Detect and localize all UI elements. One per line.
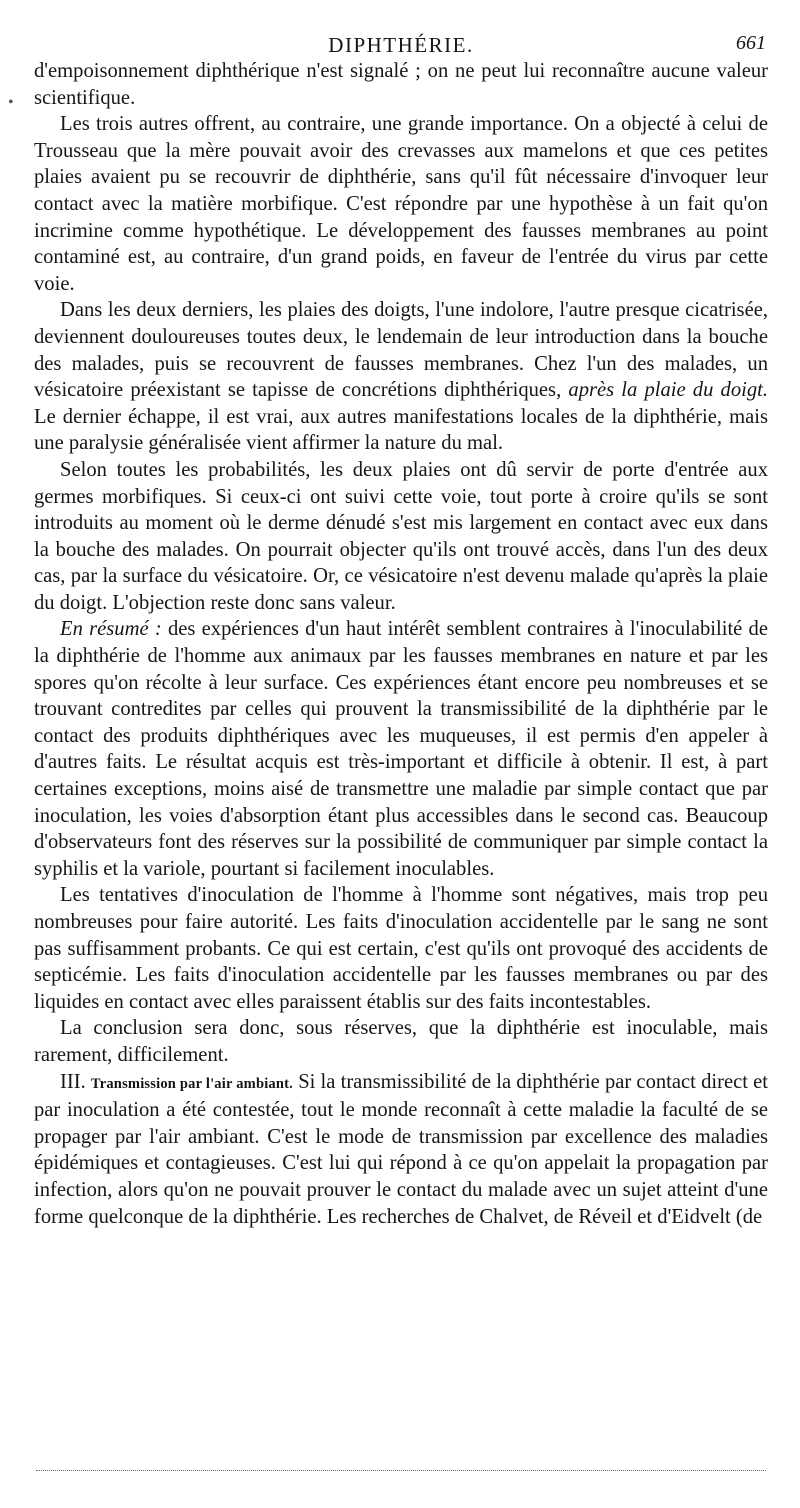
paragraph-7: La conclusion sera donc, sous réserves, que la diphthérie est inoculable, mais rarement, difficilement. xyxy=(34,1017,768,1066)
paragraph-3-emphasis: après la plaie du doigt. xyxy=(568,379,769,402)
section-number: III. xyxy=(60,1070,86,1093)
page-number: 661 xyxy=(736,32,766,54)
running-head xyxy=(34,0,768,58)
summary-lead-in: En résumé : xyxy=(60,618,162,641)
paragraph-3-text-b: Le dernier échappe, il est vrai, aux autres manifestations locales de la diphthérie, mais une paralysie généralisée vient affirmer la nature du mal. xyxy=(34,405,768,455)
paragraph-4: Selon toutes les probabilités, les deux plaies ont dû servir de porte d'entrée aux germes morbifiques. Si ceux-ci ont suivi cette voie, tout porte à croire qu'ils se sont introduits au moment où le derme dénudé s'est mis largement en contact avec eux dans la bouche des malades. On pourrait objecter qu'ils ont trouvé accès, dans l'un des deux cas, par la surface du vésicatoire. Or, ce vésicatoire n'est devenu malade qu'après la plaie du doigt. L'objection reste donc sans valeur. xyxy=(34,458,768,614)
margin-mark: • xyxy=(8,94,14,111)
running-title: DIPHTHÉRIE. xyxy=(328,33,474,57)
paragraph-3 xyxy=(34,297,768,457)
paragraph-8-text: Si la transmissibilité de la diphthérie par contact direct et par inoculation a été contestée, tout le monde reconnaît à cette maladie la faculté de se propager par l'air ambiant. C'est le mode de transmission par excellence des maladies épidémiques et contagieuses. C'est lui qui répond à ce qu'on appelait la propagation par infection, alors qu'on ne pouvait prouver le contact du malade avec un sujet atteint d'une forme quelconque de la diphthérie. Les recherches de Chalvet, de Réveil et d'Eidvelt (de xyxy=(34,1070,768,1228)
book-page xyxy=(8,0,769,1508)
paragraph-1: d'empoisonnement diphthérique n'est signalé ; on ne peut lui reconnaître aucune valeur scientifique. xyxy=(34,60,768,109)
paragraph-3-text-a: Dans les deux derniers, les plaies des doigts, l'une indolore, l'autre presque cicatrisée, deviennent douloureuses toutes deux, le lendemain de leur introduction dans la bouche des malades, puis se recouvrent de fausses membranes. Chez l'un des malades, un vésicatoire préexistant se tapisse de concrétions diphthériques, xyxy=(34,299,768,402)
paragraph-6: Les tentatives d'inoculation de l'homme à l'homme sont négatives, mais trop peu nombreuses pour faire autorité. Les faits d'inoculation accidentelle par le sang ne sont pas suffisamment probants. Ce qui est certain, c'est qu'ils ont provoqué des accidents de septicémie. Les faits d'inoculation accidentelle par les fausses membranes ou par des liquides en contact avec elles paraissent établis sur des faits incontestables. xyxy=(34,884,768,1013)
section-heading: Transmission par l'air ambiant. xyxy=(90,1075,294,1092)
paragraph-5 xyxy=(34,616,768,882)
body-text xyxy=(34,58,768,1230)
paragraph-8 xyxy=(34,1069,768,1231)
paragraph-5-text: des expériences d'un haut intérêt semblent contraires à l'inoculabilité de la diphthérie de l'homme aux animaux par les fausses membranes en nature et par les spores qu'on récolte à leur surface. Ces expériences étant encore peu nombreuses et se trouvant contredites par celles qui prouvent la transmissibilité de la diphthérie par le contact des produits diphthériques avec les muqueuses, il est permis d'en appeler à d'autres faits. Le résultat acquis est très-important et difficile à obtenir. Il est, à part certaines exceptions, moins aisé de transmettre une maladie par simple contact que par inoculation, les voies d'absorption étant plus accessibles dans le second cas. Beaucoup d'observateurs font des réserves sur la possibilité de communiquer par simple contact la syphilis et la variole, pourtant si facilement inoculables. xyxy=(34,618,768,880)
paragraph-2: Les trois autres offrent, au contraire, une grande importance. On a objecté à celui de Trousseau que la mère pouvait avoir des crevasses aux mamelons et que ces petites plaies avaient pu se recouvrir de diphthérie, sans qu'il fût nécessaire d'invoquer leur contact avec la matière morbifique. C'est répondre par une hypothèse à un fait qu'on incrimine comme hypothétique. Le développement des fausses membranes au point contaminé est, au contraire, d'un grand poids, en faveur de l'entrée du virus par cette voie. xyxy=(34,113,768,295)
footer-rule xyxy=(36,1470,766,1471)
